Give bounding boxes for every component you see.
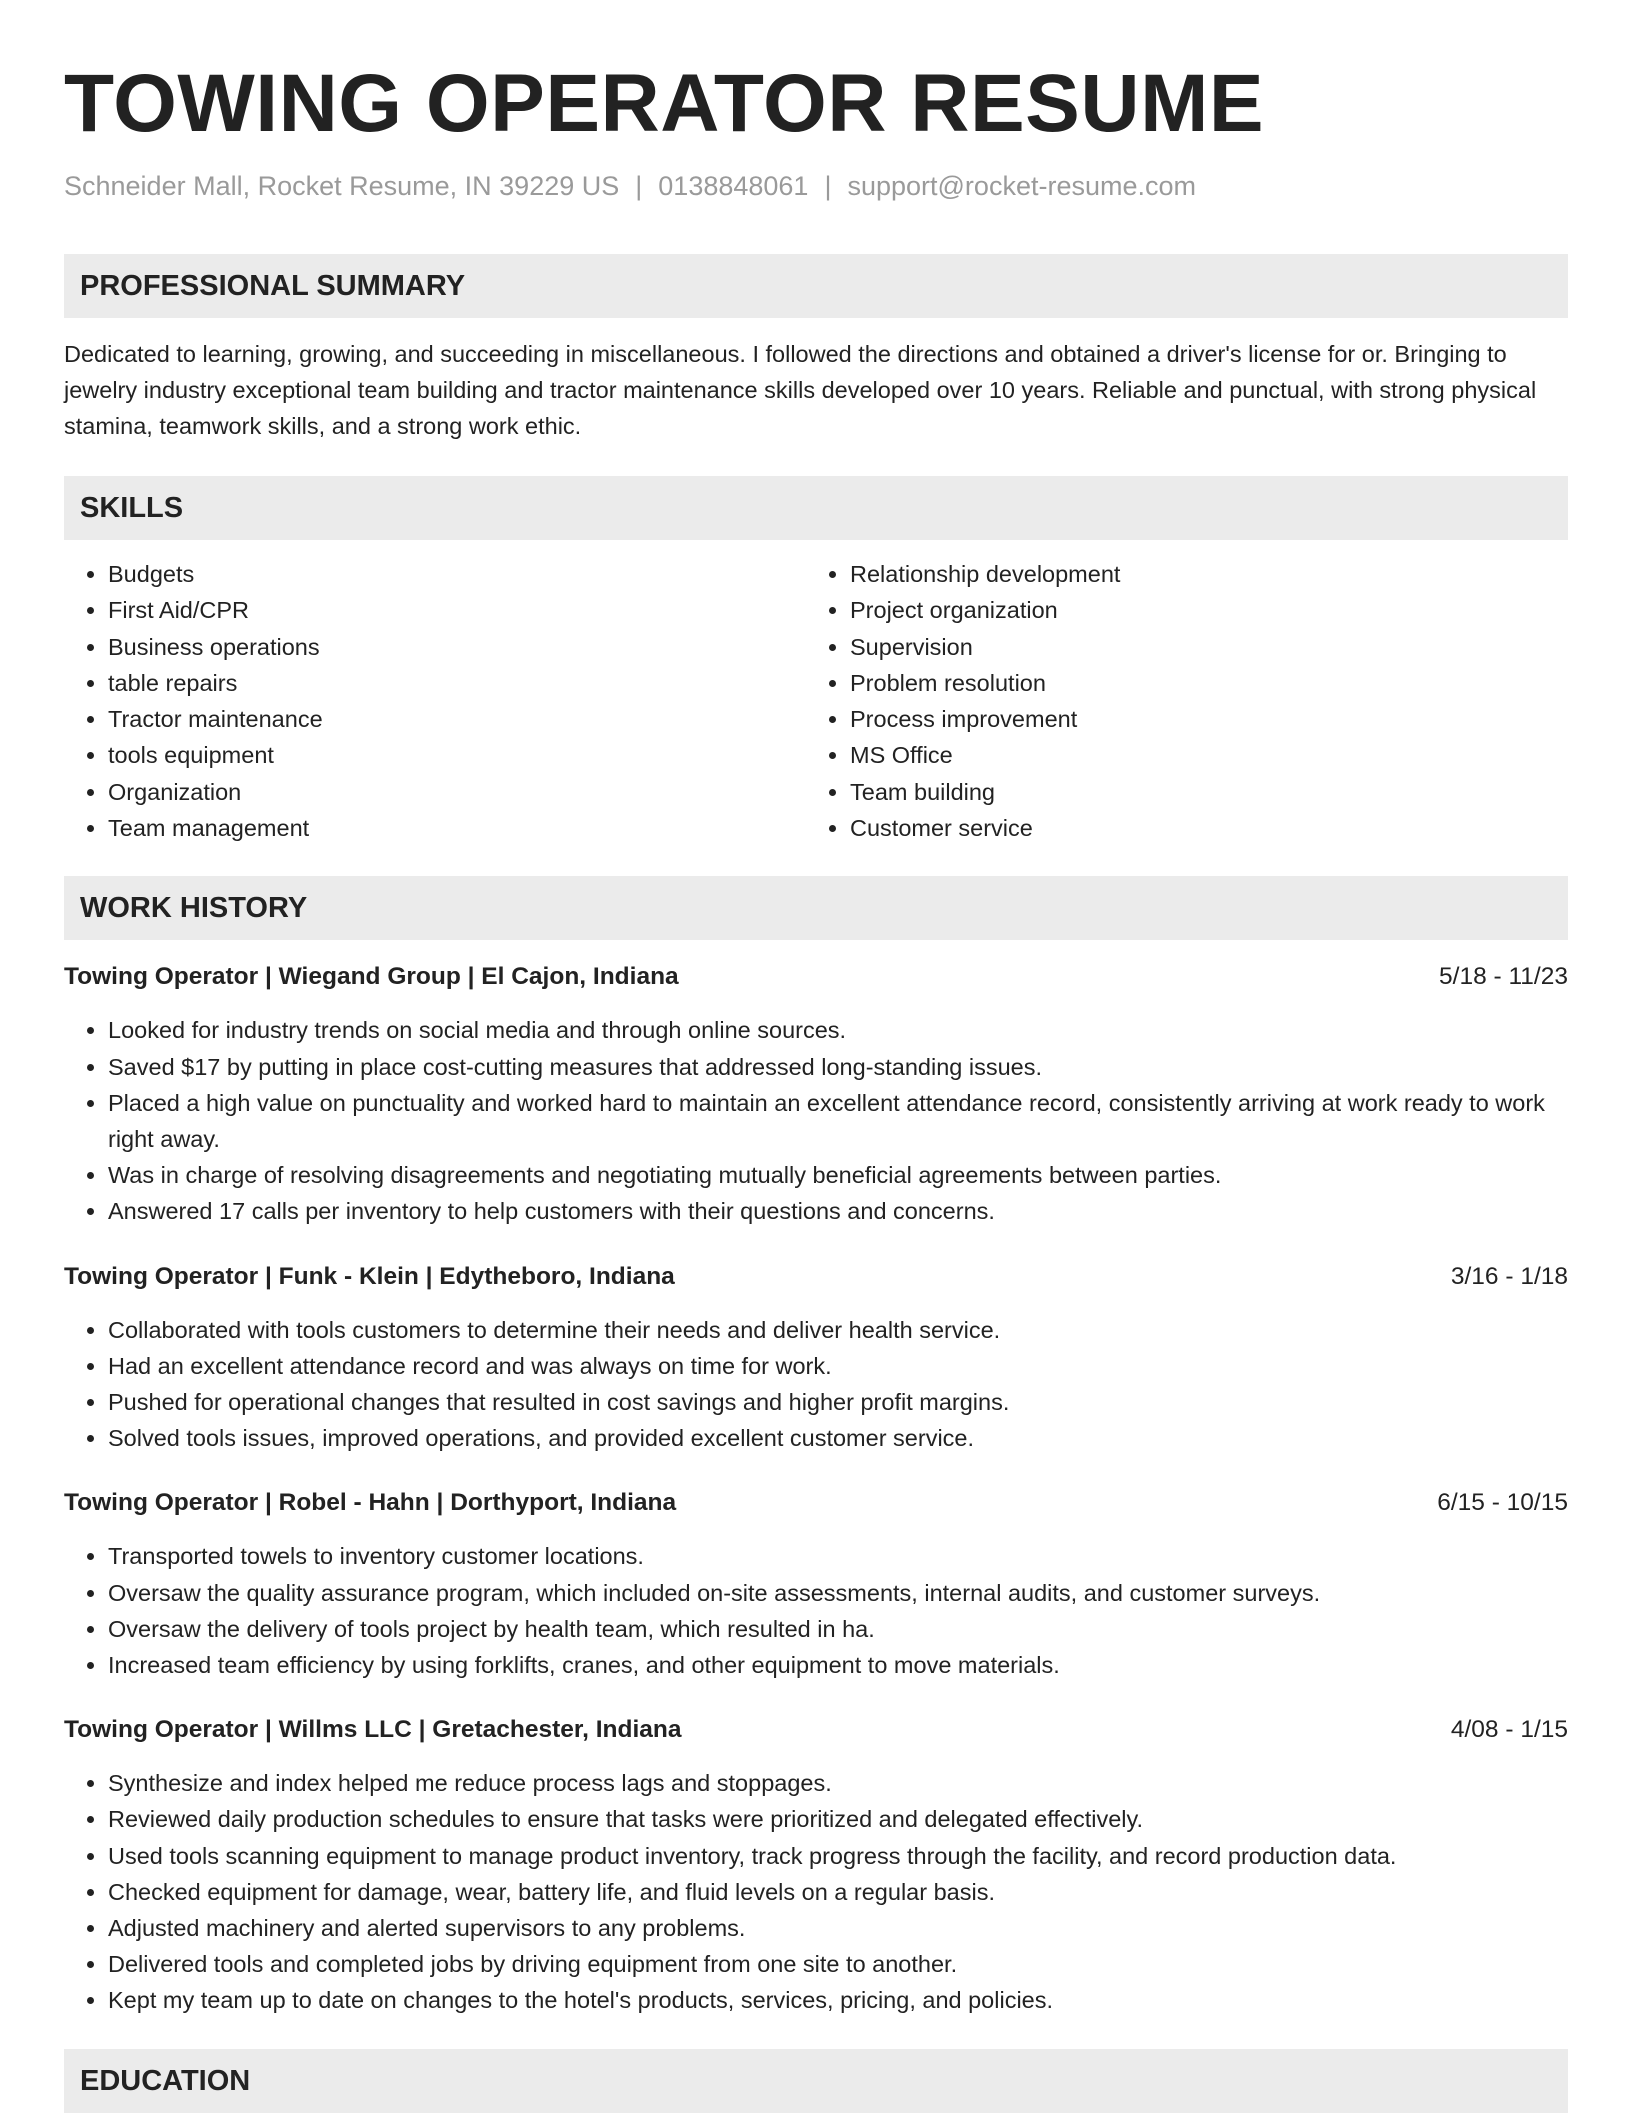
job-bullet: • Reviewed daily production schedules to ensure that tasks were prioritized and delegated effectively. [108, 1801, 1568, 1837]
skill-item: • Customer service [850, 810, 1548, 846]
job-title: Towing Operator | Robel - Hahn | Dorthyport, Indiana [64, 1489, 677, 1517]
job-title: Towing Operator | Wiegand Group | El Cajon, Indiana [64, 963, 679, 991]
skill-item: • Relationship development [850, 556, 1548, 592]
job-bullet: • Had an excellent attendance record and was always on time for work. [108, 1348, 1568, 1384]
job-bullet: • Solved tools issues, improved operations, and provided excellent customer service. [108, 1420, 1568, 1456]
skill-item: • Business operations [108, 629, 806, 665]
skill-item: • Tractor maintenance [108, 701, 806, 737]
job-title: Towing Operator | Funk - Klein | Edytheboro, Indiana [64, 1262, 675, 1290]
job-bullet: • Placed a high value on punctuality and worked hard to maintain an excellent attendance record, consistently arriving at work ready to work right away. [108, 1085, 1568, 1157]
skills-heading: SKILLS [64, 476, 1568, 540]
job-bullet: • Increased team efficiency by using forklifts, cranes, and other equipment to move materials. [108, 1647, 1568, 1683]
job-dates: 3/16 - 1/18 [1450, 1262, 1568, 1290]
job-entry [64, 960, 1568, 1229]
resume-page [64, 0, 1568, 2113]
skill-item: • Project organization [850, 592, 1548, 628]
contact-separator: | [635, 171, 643, 201]
skill-item: • Team building [850, 774, 1548, 810]
skills-column-left [64, 556, 806, 846]
work-history-heading: WORK HISTORY [64, 876, 1568, 940]
skill-item: • Organization [108, 774, 806, 810]
job-bullet: • Kept my team up to date on changes to the hotel's products, services, pricing, and policies. [108, 1982, 1568, 2018]
job-bullet: • Saved $17 by putting in place cost-cutting measures that addressed long-standing issues. [108, 1049, 1568, 1085]
skill-item: • Process improvement [850, 701, 1548, 737]
job-bullet: • Adjusted machinery and alerted supervisors to any problems. [108, 1910, 1568, 1946]
summary-heading: PROFESSIONAL SUMMARY [64, 254, 1568, 318]
skill-item: • First Aid/CPR [108, 592, 806, 628]
skill-item: • tools equipment [108, 737, 806, 773]
contact-line [64, 168, 1568, 204]
contact-email: support@rocket-resume.com [847, 171, 1196, 201]
skill-item: • MS Office [850, 737, 1548, 773]
job-entry [64, 1713, 1568, 2018]
job-header [64, 960, 1568, 994]
job-header [64, 1260, 1568, 1294]
job-bullet: • Answered 17 calls per inventory to help customers with their questions and concerns. [108, 1193, 1568, 1229]
job-bullet: • Checked equipment for damage, wear, battery life, and fluid levels on a regular basis. [108, 1874, 1568, 1910]
job-dates: 6/15 - 10/15 [1437, 1489, 1568, 1517]
education-heading: EDUCATION [64, 2049, 1568, 2113]
skill-item: • Budgets [108, 556, 806, 592]
job-entry [64, 1260, 1568, 1457]
contact-phone: 0138848061 [658, 171, 809, 201]
job-bullets [64, 1312, 1568, 1457]
job-bullet: • Transported towels to inventory customer locations. [108, 1538, 1568, 1574]
job-bullet: • Was in charge of resolving disagreements and negotiating mutually beneficial agreements between parties. [108, 1157, 1568, 1193]
job-entry [64, 1486, 1568, 1683]
job-bullet: • Synthesize and index helped me reduce process lags and stoppages. [108, 1765, 1568, 1801]
job-bullet: • Delivered tools and completed jobs by driving equipment from one site to another. [108, 1946, 1568, 1982]
job-bullet: • Collaborated with tools customers to determine their needs and deliver health service. [108, 1312, 1568, 1348]
job-bullets [64, 1765, 1568, 2018]
job-bullet: • Used tools scanning equipment to manage product inventory, track progress through the facility, and record production data. [108, 1838, 1568, 1874]
job-bullet: • Pushed for operational changes that resulted in cost savings and higher profit margins. [108, 1384, 1568, 1420]
skill-item: • Problem resolution [850, 665, 1548, 701]
job-dates: 4/08 - 1/15 [1450, 1716, 1568, 1744]
job-bullets [64, 1012, 1568, 1229]
skill-item: • table repairs [108, 665, 806, 701]
summary-text: Dedicated to learning, growing, and succeeding in miscellaneous. I followed the directions and obtained a driver's license for or. Bringing to jewelry industry exceptional team building and tractor maintenance skills developed over 10 years. Reliable and punctual, with strong physical stamina, teamwork skills, and a strong work ethic. [64, 341, 1537, 439]
skills-column-right [806, 556, 1548, 846]
contact-separator: | [824, 171, 832, 201]
job-bullet: • Looked for industry trends on social media and through online sources. [108, 1012, 1568, 1048]
skills-grid [64, 556, 1568, 846]
job-bullet: • Oversaw the quality assurance program, which included on-site assessments, internal audits, and customer surveys. [108, 1575, 1568, 1611]
job-header [64, 1486, 1568, 1520]
job-bullets [64, 1538, 1568, 1683]
skill-item: • Team management [108, 810, 806, 846]
resume-title: TOWING OPERATOR RESUME [64, 58, 1265, 149]
job-title: Towing Operator | Willms LLC | Gretachester, Indiana [64, 1716, 682, 1744]
contact-address: Schneider Mall, Rocket Resume, IN 39229 US [64, 171, 620, 201]
job-dates: 5/18 - 11/23 [1439, 963, 1568, 991]
job-bullet: • Oversaw the delivery of tools project by health team, which resulted in ha. [108, 1611, 1568, 1647]
job-header [64, 1713, 1568, 1747]
skill-item: • Supervision [850, 629, 1548, 665]
